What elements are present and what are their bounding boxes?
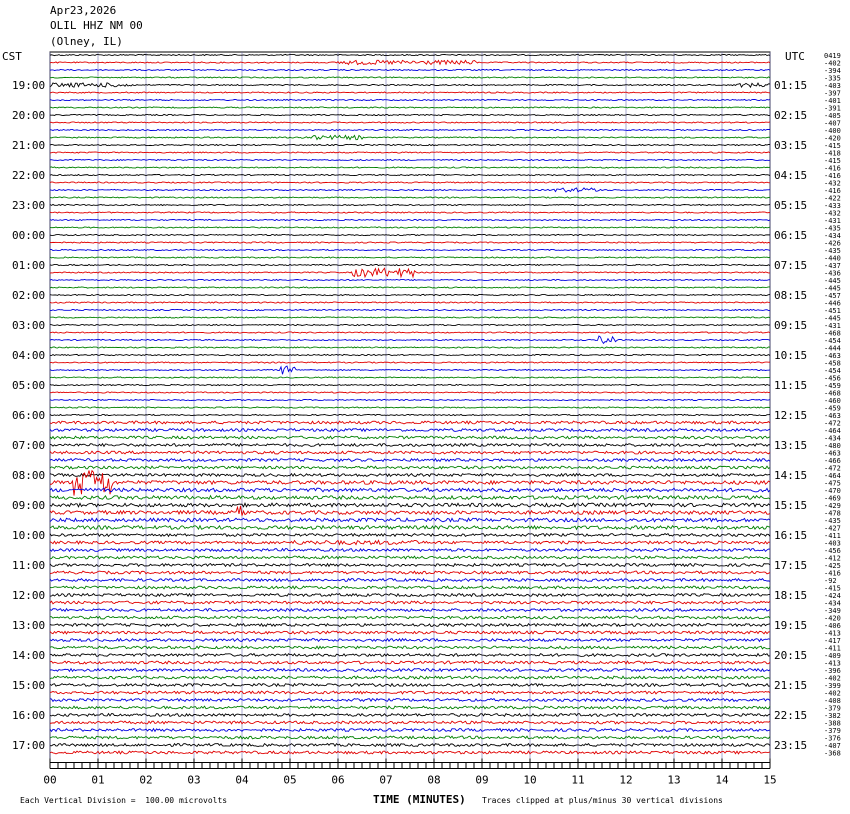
left-hour-label: 01:00 [12,259,46,272]
trace-line [50,436,770,439]
trace-line [50,188,770,192]
trace-line [50,399,770,400]
right-hour-label: 09:15 [774,319,808,332]
trace-line [50,601,770,604]
trace-mean-label: -402 [824,59,841,68]
trace-line [50,377,770,378]
left-hour-label: 00:00 [12,229,46,242]
trace-mean-label: -349 [824,607,841,615]
right-hour-label: 03:15 [774,139,808,152]
trace-line [50,249,770,250]
trace-line [50,92,770,93]
trace-line [50,729,770,732]
trace-line [50,691,770,694]
trace-line [50,586,770,589]
trace-mean-label: -379 [824,704,841,713]
x-tick-label: 07 [379,773,393,787]
trace-line [50,144,770,145]
right-hour-label: 10:15 [774,349,808,362]
trace-mean-label: -445 [824,277,841,285]
right-hour-label: 18:15 [774,589,808,602]
trace-line [50,699,770,702]
trace-mean-label: -431 [824,217,841,225]
trace-line [50,571,770,574]
trace-mean-label: -434 [824,599,841,608]
trace-line [50,451,770,454]
trace-mean-label: -470 [824,487,841,495]
trace-mean-label: -424 [824,592,841,600]
trace-mean-label: 0419 [824,52,841,60]
trace-mean-label: -416 [824,172,841,180]
trace-line [50,669,770,672]
trace-mean-label: -480 [824,442,841,450]
trace-line [50,646,770,649]
trace-mean-label: -451 [824,307,841,315]
trace-mean-label: -434 [824,434,841,443]
trace-mean-label: -464 [824,427,841,435]
left-hour-label: 21:00 [12,139,46,152]
right-hour-label: 01:15 [774,79,808,92]
trace-line [50,294,770,295]
scale-note: Each Vertical Division = 100.00 microvolts [20,796,228,805]
trace-line [50,639,770,642]
trace-line [50,421,770,424]
right-hour-label: 02:15 [774,109,808,122]
trace-mean-label: -406 [824,622,841,630]
trace-line [50,204,770,205]
trace-mean-label: -411 [824,644,841,653]
trace-mean-label: -469 [824,494,841,503]
trace-mean-label: -394 [824,67,841,75]
x-tick-label: 01 [91,773,105,787]
trace-line [50,518,770,522]
trace-mean-label: -402 [824,689,841,698]
trace-mean-label: -409 [824,652,841,660]
trace-mean-label: -401 [824,97,841,105]
trace-mean-label: -382 [824,712,841,720]
trace-line [50,444,770,447]
right-hour-label: 04:15 [774,169,808,182]
trace-line [50,429,770,432]
trace-line [50,684,770,687]
trace-line [50,744,770,747]
trace-line [50,631,770,634]
left-hour-label: 15:00 [12,679,46,692]
right-hour-label: 15:15 [774,499,808,512]
trace-line [50,503,770,507]
trace-mean-label: -478 [824,509,841,518]
trace-mean-label: -463 [824,412,841,420]
trace-line [50,661,770,664]
trace-line [50,474,770,477]
trace-mean-label: -454 [824,337,841,345]
trace-line [50,392,770,393]
trace-line [50,609,770,612]
trace-line [50,564,770,567]
trace-line [50,227,770,228]
left-hour-label: 12:00 [12,589,46,602]
trace-mean-label: -456 [824,547,841,555]
trace-mean-label: -403 [824,82,841,90]
x-tick-label: 05 [283,773,297,787]
trace-line [50,54,770,55]
trace-mean-label: -422 [824,194,841,203]
x-tick-label: 06 [331,773,345,787]
left-hour-label: 09:00 [12,499,46,512]
trace-mean-label: -464 [824,472,841,480]
right-hour-label: 22:15 [774,709,808,722]
trace-mean-label: -416 [824,569,841,578]
trace-line [50,466,770,469]
x-tick-label: 15 [763,773,777,787]
trace-mean-label: -403 [824,539,841,548]
utc-label: UTC [785,50,805,63]
trace-mean-label: -444 [824,344,841,353]
trace-line [50,751,770,754]
trace-line [50,287,770,288]
right-hour-label: 06:15 [774,229,808,242]
left-hour-label: 04:00 [12,349,46,362]
trace-line [50,362,770,363]
trace-line [50,526,770,530]
trace-mean-label: -391 [824,104,841,113]
trace-mean-label: -445 [824,314,841,323]
x-tick-label: 00 [43,773,57,787]
trace-line [50,264,770,265]
trace-mean-label: -407 [824,742,841,750]
trace-line [50,212,770,213]
trace-line [50,324,770,325]
trace-line [50,99,770,100]
trace-mean-label: -436 [824,269,841,278]
trace-mean-label: -466 [824,457,841,465]
trace-line [50,174,770,175]
trace-line [50,114,770,115]
trace-mean-label: -432 [824,209,841,218]
trace-line [50,714,770,717]
left-hour-label: 10:00 [12,529,46,542]
seismic-traces [50,54,770,753]
trace-line [50,135,770,139]
trace-line [50,317,770,318]
left-hour-label: 06:00 [12,409,46,422]
trace-mean-label: -92 [824,577,837,585]
trace-line [50,152,770,153]
right-hour-label: 07:15 [774,259,808,272]
trace-line [50,122,770,123]
right-hour-label: 08:15 [774,289,808,302]
trace-line [50,579,770,582]
right-hour-label: 13:15 [774,439,808,452]
trace-line [50,736,770,739]
left-hour-label: 17:00 [12,739,46,752]
trace-mean-label: -456 [824,374,841,383]
right-hour-label: 17:15 [774,559,808,572]
trace-line [50,77,770,78]
left-hour-label: 23:00 [12,199,46,212]
x-tick-label: 04 [235,773,249,787]
trace-line [50,496,770,500]
x-tick-label: 14 [715,773,729,787]
x-tick-label: 13 [667,773,681,787]
trace-mean-label: -431 [824,322,841,330]
left-hour-label: 19:00 [12,79,46,92]
trace-mean-label: -440 [824,254,841,263]
trace-line [50,167,770,168]
trace-mean-label: -435 [824,517,841,525]
trace-line [50,257,770,258]
trace-line [50,347,770,348]
left-hour-label: 14:00 [12,649,46,662]
trace-mean-label: -435 [824,224,841,233]
trace-line [50,407,770,408]
trace-line [50,616,770,619]
trace-line [50,721,770,724]
trace-mean-label: -412 [824,554,841,563]
trace-line [50,540,770,544]
xaxis-title: TIME (MINUTES) [373,793,466,806]
trace-mean-label: -425 [824,562,841,570]
trace-mean-label: -396 [824,667,841,675]
right-hour-label: 14:15 [774,469,808,482]
trace-mean-label: -468 [824,329,841,338]
trace-mean-label: -460 [824,397,841,405]
trace-line [50,182,770,183]
left-hour-label: 20:00 [12,109,46,122]
left-hour-label: 22:00 [12,169,46,182]
trace-line [50,279,770,280]
left-hour-label: 02:00 [12,289,46,302]
trace-line [50,302,770,303]
trace-mean-label: -446 [824,299,841,308]
trace-line [50,594,770,597]
trace-mean-label: -402 [824,674,841,683]
trace-mean-label: -426 [824,239,841,248]
trace-mean-label: -458 [824,359,841,368]
trace-mean-label: -459 [824,404,841,413]
trace-mean-label: -432 [824,179,841,188]
trace-mean-label: -420 [824,134,841,143]
trace-line [50,471,770,496]
left-hour-label: 05:00 [12,379,46,392]
trace-line [50,488,770,492]
trace-mean-label: -433 [824,202,841,210]
trace-mean-label: -437 [824,262,841,270]
trace-mean-label: -429 [824,502,841,510]
trace-line [50,83,770,87]
trace-line [50,336,770,343]
clip-note: Traces clipped at plus/minus 30 vertical divisions [482,796,723,805]
trace-line [50,706,770,709]
trace-line [50,624,770,627]
trace-mean-label: -445 [824,284,841,293]
x-tick-label: 08 [427,773,441,787]
trace-line [50,159,770,160]
trace-line [50,309,770,310]
right-hour-label: 20:15 [774,649,808,662]
right-hour-label: 12:15 [774,409,808,422]
trace-line [50,676,770,679]
x-tick-label: 09 [475,773,489,787]
trace-mean-label: -379 [824,727,841,735]
location-label: (Olney, IL) [50,35,123,48]
trace-line [50,107,770,108]
trace-mean-label: -416 [824,187,841,195]
trace-line [50,654,770,657]
trace-mean-label: -335 [824,74,841,83]
left-hour-label: 08:00 [12,469,46,482]
trace-line [50,414,770,415]
right-hour-label: 19:15 [774,619,808,632]
date-label: Apr23,2026 [50,4,117,17]
trace-line [50,129,770,130]
trace-mean-label: -427 [824,524,841,533]
trace-mean-label: -368 [824,749,841,758]
trace-line [50,534,770,537]
trace-mean-label: -407 [824,119,841,128]
trace-mean-label: -472 [824,464,841,473]
left-hour-label: 11:00 [12,559,46,572]
cst-label: CST [2,50,22,63]
trace-mean-label: -388 [824,719,841,728]
trace-mean-label: -415 [824,584,841,593]
trace-mean-label: -405 [824,112,841,120]
trace-mean-label: -399 [824,682,841,690]
trace-mean-label: -408 [824,697,841,705]
x-tick-label: 03 [187,773,201,787]
trace-line [50,459,770,462]
trace-mean-label: -400 [824,127,841,135]
trace-line [50,60,770,64]
trace-mean-label: -434 [824,232,841,240]
right-hour-label: 11:15 [774,379,808,392]
trace-mean-label: -415 [824,142,841,150]
station-label: OLIL HHZ NM 00 [50,19,143,32]
trace-line [50,366,770,374]
trace-line [50,197,770,198]
trace-mean-label: -454 [824,367,841,375]
trace-mean-label: -413 [824,629,841,638]
x-tick-label: 11 [571,773,585,787]
trace-mean-label: -415 [824,157,841,165]
x-tick-label: 02 [139,773,153,787]
trace-mean-label: -418 [824,149,841,158]
right-hour-label: 16:15 [774,529,808,542]
trace-mean-label: -475 [824,479,841,488]
trace-mean-label: -459 [824,382,841,390]
trace-line [50,69,770,70]
trace-line [50,549,770,552]
right-hour-label: 05:15 [774,199,808,212]
trace-line [50,268,770,277]
trace-line [50,234,770,235]
right-hour-label: 23:15 [774,739,808,752]
trace-mean-label: -435 [824,247,841,255]
trace-line [50,354,770,355]
trace-mean-label: -416 [824,164,841,173]
left-hour-label: 07:00 [12,439,46,452]
trace-mean-label: -411 [824,532,841,540]
trace-mean-label: -397 [824,89,841,98]
trace-mean-label: -420 [824,614,841,623]
trace-mean-label: -457 [824,292,841,300]
left-hour-label: 13:00 [12,619,46,632]
trace-line [50,332,770,333]
left-hour-label: 16:00 [12,709,46,722]
x-tick-label: 10 [523,773,537,787]
trace-line [50,506,770,516]
trace-line [50,219,770,220]
trace-mean-label: -417 [824,637,841,645]
trace-line [50,556,770,559]
x-tick-label: 12 [619,773,633,787]
trace-line [50,384,770,385]
trace-mean-label: -468 [824,389,841,398]
trace-mean-label: -463 [824,449,841,458]
trace-mean-label: -413 [824,659,841,668]
right-hour-label: 21:15 [774,679,808,692]
left-hour-label: 03:00 [12,319,46,332]
trace-mean-label: -472 [824,419,841,428]
trace-mean-label: -376 [824,734,841,743]
trace-line [50,242,770,243]
trace-mean-label: -463 [824,352,841,360]
